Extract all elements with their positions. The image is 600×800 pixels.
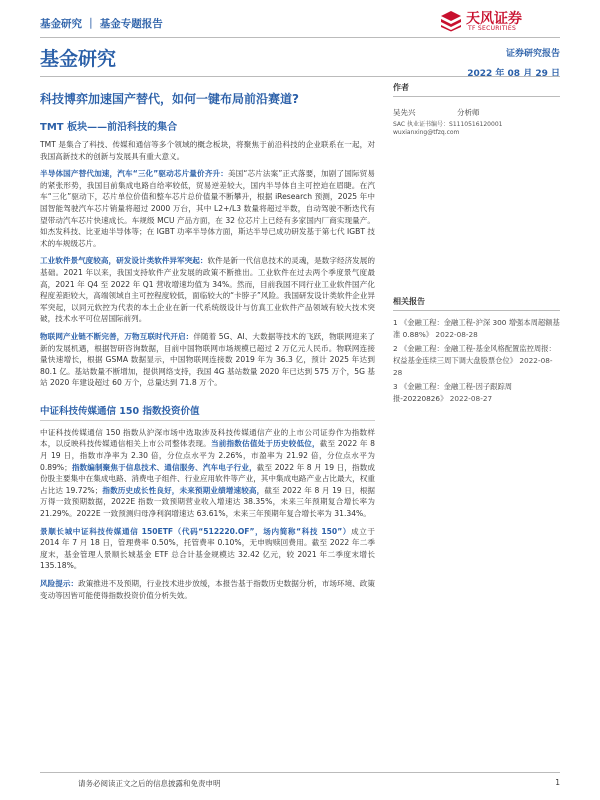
related-report[interactable]: 1 《金融工程：金融工程-沪深 300 增强本周超额基准 0.88%》 2022-08-28 [393, 318, 560, 339]
logo-name: 天风证券 [466, 11, 522, 27]
section-heading-index: 中证科技传媒通信 150 指数投资价值 [40, 403, 375, 421]
paragraph-etf: 景顺长城中证科技传媒通信 150ETF（代码“512220.OF”，场内简称“科技 150”）成立于 2014 年 7 月 18 日，管理费率 0.50%，托管费率 0.10%，无申购赎回费用。截至 2022 年二季度末，基金管理人景顺长城基金 ETF 总合计基金规模达 32.42 亿元，较 2021 年二季度末增长 135.18%。 [40, 526, 375, 571]
paragraph-risk: 风险提示：政策推进不及预期，行业技术进步放缓，本报告基于指数历史数据分析，市场环境、政策变动等因皆可能使得指数投资价值分析失效。 [40, 579, 376, 600]
author-row [393, 107, 560, 117]
top-header [40, 12, 560, 38]
paragraph-intro: TMT 是集合了科技、传媒和通信等多个领域的概念板块，将聚焦于前沿科技的企业联系在一起，对我国高新技术的创新与发展具有重大意义。 [40, 140, 375, 161]
footer-disclaimer: 请务必阅读正文之后的信息披露和免责申明 [78, 779, 221, 788]
related-report[interactable]: 2 《金融工程：金融工程-基金风格配置监控周报：权益基金连续三周下调大盘股票仓位》 2022-08-28 [393, 344, 556, 377]
breadcrumb: 基金研究 ｜ 基金专题报告 [40, 18, 163, 30]
author-role: 分析师 [457, 108, 480, 117]
report-type: 证券研究报告 [505, 49, 560, 59]
paragraph-index-value: 中证科技传媒通信 150 指数从沪深市场中选取涉及科技传媒通信产业的上市公司证券作为指数样本，以反映科技传媒通信相关上市公司整体表现。当前指数估值处于历史较低位，截至 2022 年 8 月 19 日，指数市净率为 2.30 倍，分位点水平为 2.26%，市盈率为 21.92 倍，分位点水平为 0.89%；指数编制聚焦于信息技术、通信服务、汽车电子行业，截至 2022 年 8 月 19 日，指数成份股主要集中在集成电路、消费电子组件、行业应用软件等产业，其中集成电路产业占比最大，权重占比达 19.72%；指数历史成长性良好，未来预期业绩增速较高，截至 2022 年 8 月 19 日，根据万得一致预期数据，2022E 指数一致预期营业收入增速达 38.35%，未来三年预期复合增长率为 21.29%。2022E 一致预测归母净利润增速达 63.61%，未来三年预期年复合增长率为 31.34%。 [40, 427, 376, 519]
author-name: 吴先兴 [393, 108, 416, 117]
tf-logo-icon [440, 10, 462, 32]
related-heading: 相关报告 [393, 296, 560, 311]
footer-divider [40, 772, 560, 773]
related-report[interactable]: 3 《金融工程：金融工程-因子跟踪周报-20220826》 2022-08-27 [393, 382, 513, 403]
main-content [40, 118, 375, 607]
paragraph-semiconductor: 半导体国产替代加速，汽车“三化”驱动芯片量价齐升：美国“芯片法案”正式落要，加剧了国际贸易的紧张形势，我国目前集成电路自给率较低，贸易逆差较大，国内半导体自主可控迫在眉睫。在汽车“三化”驱动下，芯片单位价值和整车芯片总价值量不断攀升，根据 iResearch 预测，2025 年中国智能驾驶汽车芯片销量将超过 2000 万台，其中 L2+/L3 数量将超过半数，自动驾驶不断迭代有望带动汽车芯片快速成长。车规级 MCU 产品方面，在 32 位芯片上已经有多家国内厂商实现量产。如杰发科技、比亚迪半导体等；在 IGBT 功率半导体方面，斯达半导已成功研发基于第七代 IGBT 技术的车规级芯片。 [40, 169, 375, 248]
title-divider [40, 76, 560, 77]
sidebar [393, 78, 560, 407]
report-date: 2022 年 08 月 29 日 [467, 69, 560, 79]
logo [440, 8, 560, 36]
paragraph-software: 工业软件景气度较高，研发设计类软件异军突起：软件是新一代信息技术的灵魂，是数字经济发展的基础。2021 年以来，我国支持软件产业发展的政策不断推出。工业软件在过去两个季度景气度最高，2021 年 Q4 至 2022 年 Q1 营收增速均值为 34%。然而，目前我国不同行业工业软件国产化程度差距较大，高端领域自主可控程度较低，面临较大的“卡脖子”风险。我国研发设计类软件企业异军突起，以同元软控为代表的本土企业在新一代系统级设计与仿真工业软件产品领域有较大技术突破，技术水平可位居国际前列。 [40, 256, 376, 324]
section-heading-tmt: TMT 板块——前沿科技的集合 [40, 122, 178, 133]
report-subtitle: 科技博弈加速国产替代，如何一键布局前沿赛道? [40, 92, 299, 106]
paragraph-iot: 物联网产业链不断完善，万物互联时代开启：伴随着 5G、AI、大数据等技术的飞跃，物联网迎来了新的发展机遇，根据智研咨询数据，目前中国物联网市场规模已超过 2 万亿元人民币。物联网连接量快速增长，根据 GSMA 数据显示，中国物联网连接数 2019 年为 36.3 亿，预计 2025 年达到 80.1 亿。基站数量不断增加，提供网络支持，我国 4G 基站数量 2020 年已达到 575 万个，5G 基站 2020 年建设超过 60 万个，总量达到 71.8 万个。 [40, 331, 375, 388]
page-title: 基金研究 [40, 48, 117, 70]
logo-subtitle: TF SECURITIES [468, 25, 517, 32]
author-email[interactable]: wuxianxing@tfzq.com [393, 129, 460, 136]
author-heading: 作者 [393, 82, 560, 97]
page-number: 1 [555, 778, 560, 787]
sac-number: SAC 执业证书编号：S1110516120001 [393, 121, 503, 128]
